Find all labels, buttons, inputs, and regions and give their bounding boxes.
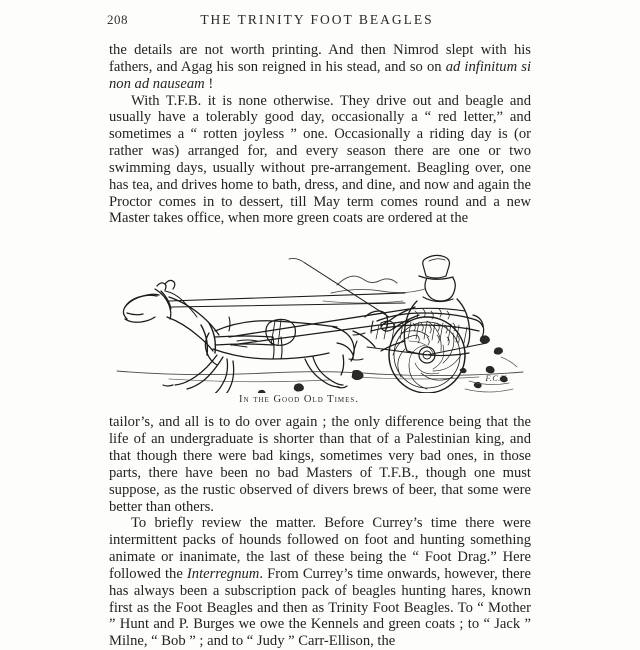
paragraph-3 <box>109 414 531 515</box>
paragraph-2 <box>109 93 531 228</box>
illustration-figure <box>109 245 531 405</box>
running-head-title: THE TRINITY FOOT BEAGLES <box>200 12 434 27</box>
running-head <box>0 0 640 42</box>
paragraph-4 <box>109 515 531 650</box>
italic-phrase: ad infinitum si non ad nauseam <box>109 58 532 92</box>
text-run: ! <box>204 75 214 92</box>
page-number: 208 <box>107 12 128 27</box>
paragraph-1 <box>109 42 531 93</box>
text-run: the details are not worth printing. And then Nimrod slept with his fathers, and Agag his son reigned in his stead, and so on <box>109 42 531 75</box>
text-run: With T.F.B. it is none otherwise. They drive out and beagle and usually have a tolerably good day, occasionally a “ red letter,” and sometimes a “ rotten joyless ” one. Occasionally a riding day is (or rather was) arranged for, and every season there are one or two swimming days, usually without pre-arrangement. Beagling over, one has tea, and drives home to bath, dress, and dine, and now and again the Proctor comes in to dessert, till May term comes round and a new Master takes office, when more green coats are ordered at the <box>109 92 531 227</box>
text-block <box>109 42 531 650</box>
text-run: . From Currey’s time onwards, however, there has always been a subscription pack of beagles hunting hares, known first as the Foot Beagles and then as Trinity Foot Beagles. To “ Mother ” Hunt and P. Burges we owe the Kennels and green coats ; to “ Jack ” Milne, “ Bob ” ; and to “ Judy ” Carr-Ellison, the <box>109 565 531 650</box>
horse-and-gig-illustration <box>109 245 531 393</box>
italic-phrase: Interregnum <box>186 565 260 582</box>
illustration-caption: In the Good Old Times. <box>239 394 359 406</box>
text-run: tailor’s, and all is to do over again ; the only difference being that the life of an undergraduate is shorter than that of a Palestinian king, and that though there were bad kings, sometimes very bad ones, in those parts, there have been no bad Masters of T.F.B., though one must suppose, as the rustic observed of divers brews of beer, that some were better than others. <box>109 414 531 515</box>
artist-signature: F.C.K. <box>485 374 509 384</box>
text-run: To briefly review the matter. Before Currey’s time there were intermittent packs of hounds followed on foot and hunting something animate or inanimate, the last of these being the “ Foot Drag.” Here followed the <box>109 515 531 582</box>
